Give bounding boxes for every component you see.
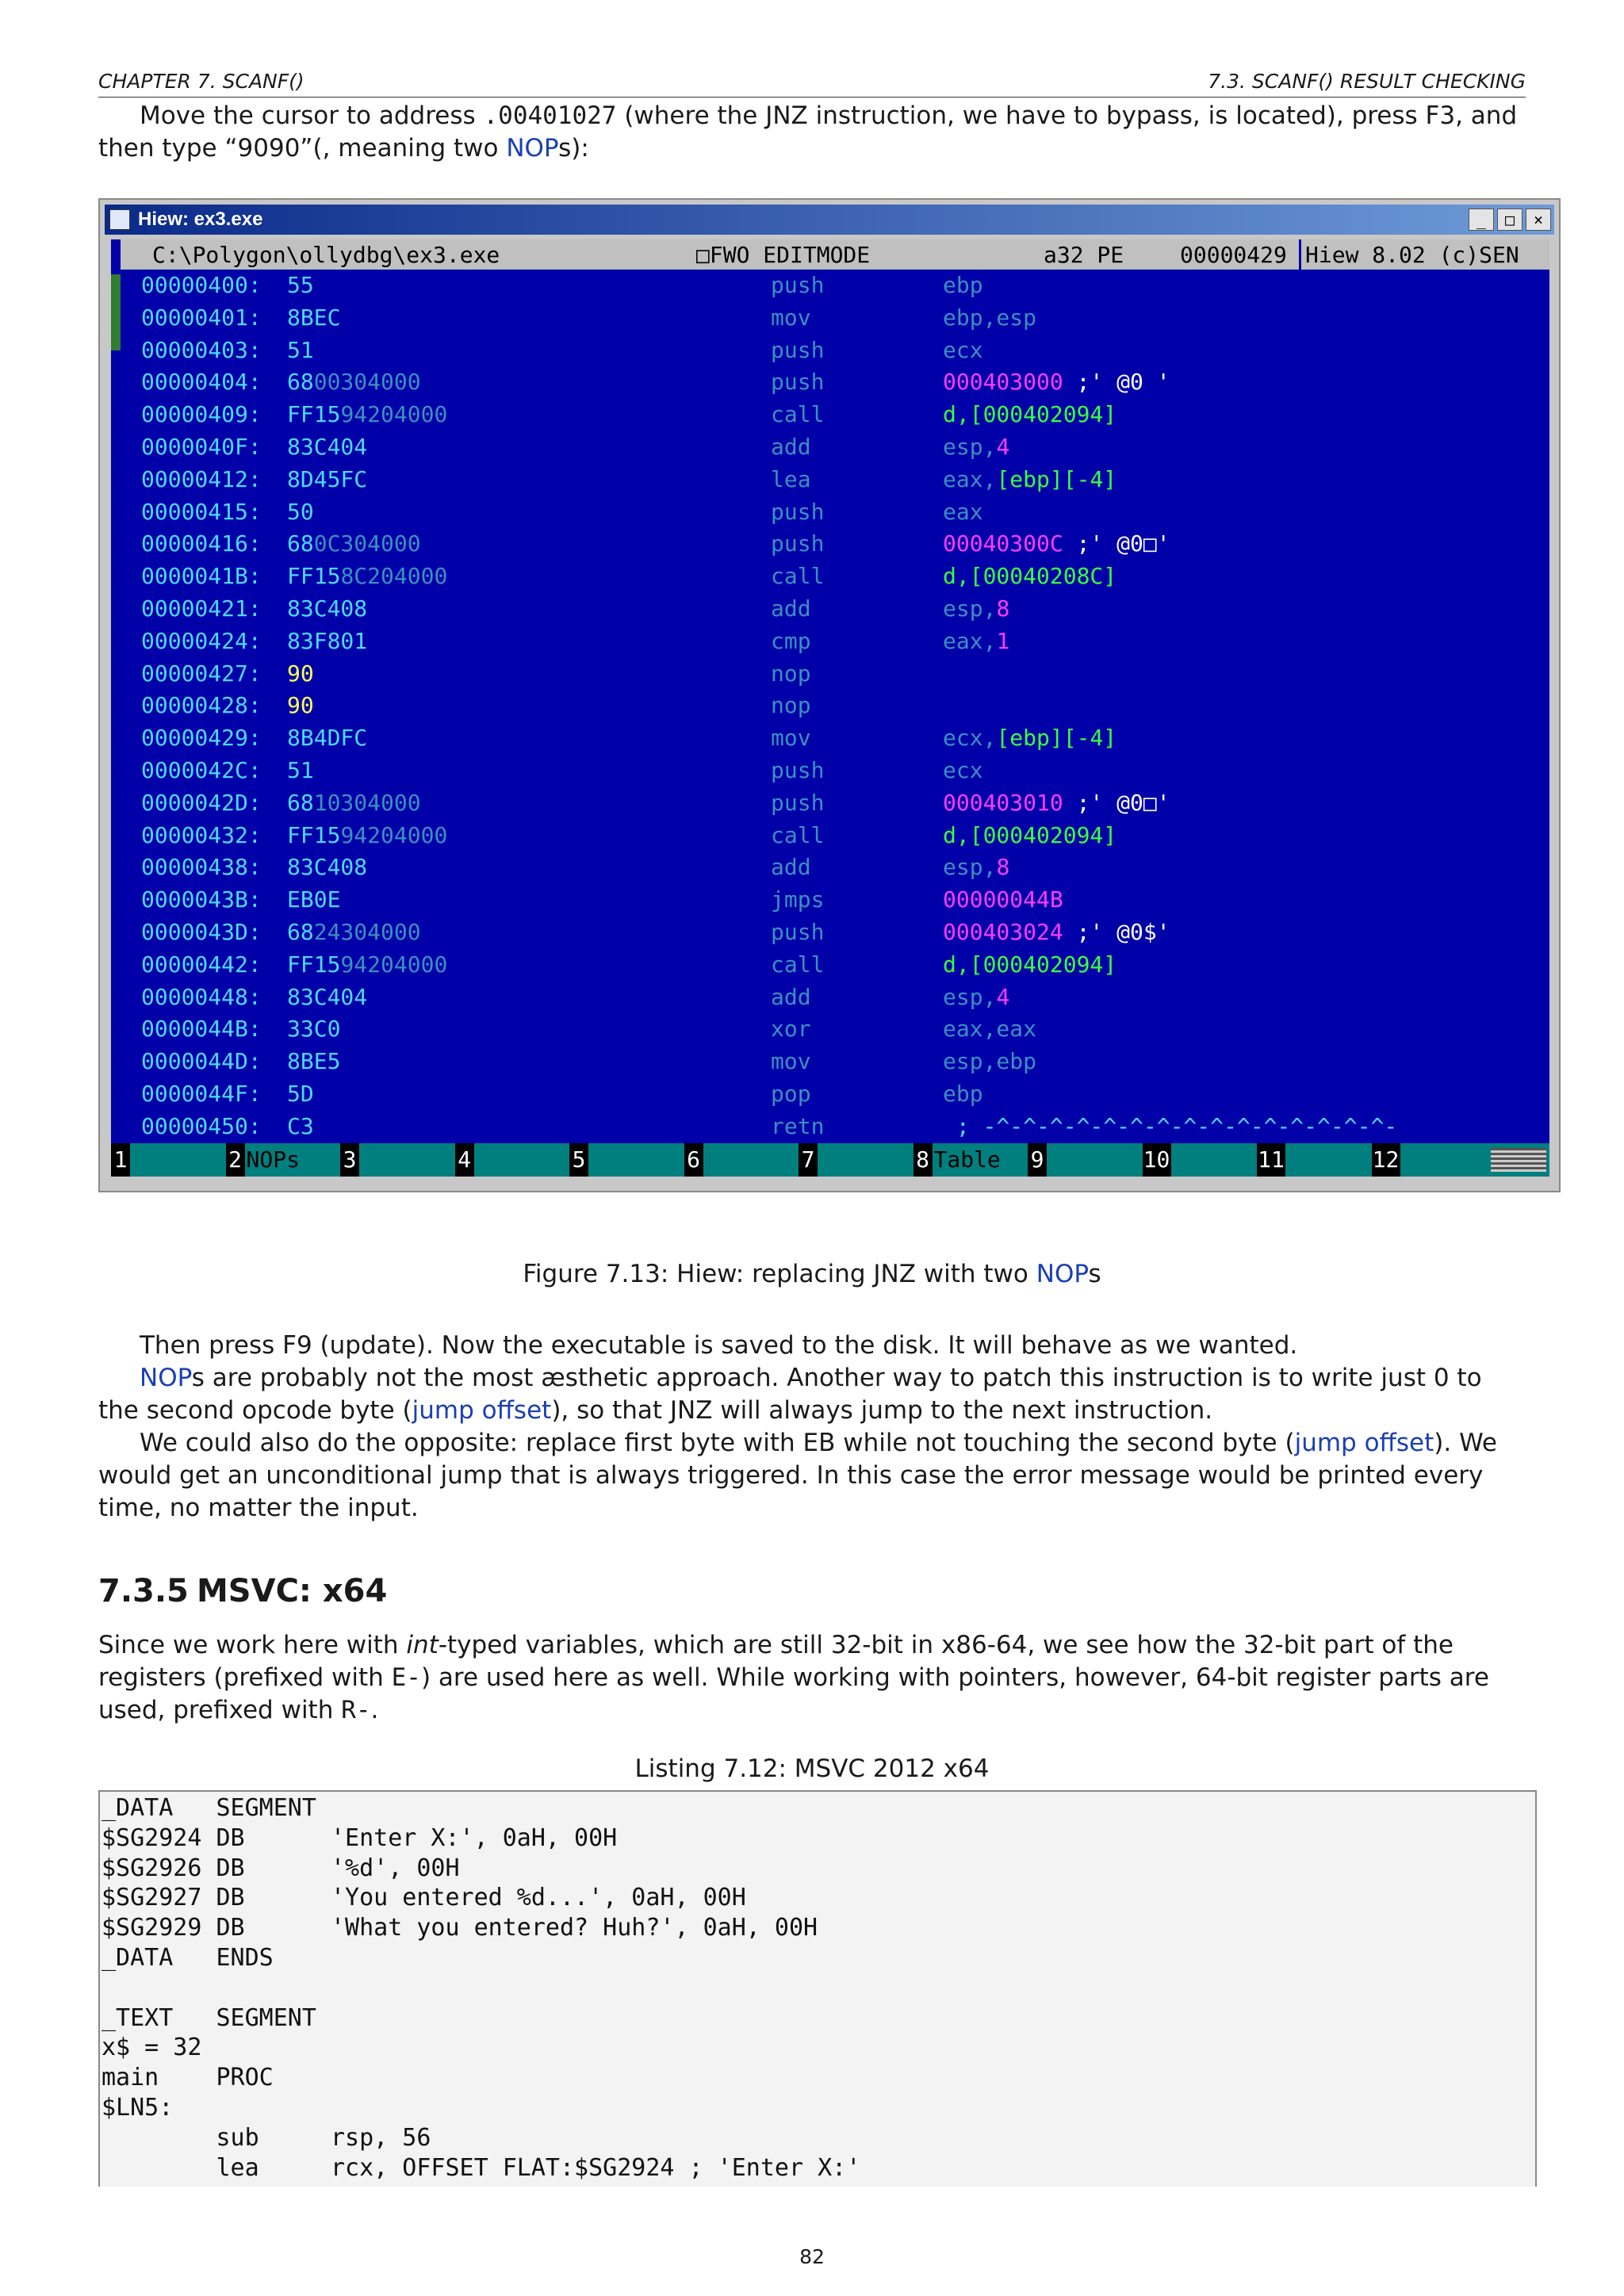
- fkey-9[interactable]: [1028, 1143, 1143, 1177]
- row-mnemonic: nop: [771, 660, 811, 687]
- code-line: lea rcx, OFFSET FLAT:$SG2924 ; 'Enter X:': [102, 2153, 861, 2182]
- header-chapter: CHAPTER 7. SCANF(): [98, 70, 304, 93]
- fkey-number: 3: [340, 1143, 359, 1177]
- row-operand-bytes: 94204000: [340, 401, 448, 428]
- row-bytes: [287, 755, 314, 786]
- operand-part: ebp,esp: [943, 304, 1037, 331]
- row-bytes: [287, 690, 314, 721]
- listing-caption: Listing 7.12: MSVC 2012 x64: [634, 1755, 990, 1783]
- disasm-row[interactable]: [111, 690, 1549, 721]
- row-bytes: [287, 916, 421, 948]
- row-address: 00000432:: [141, 821, 262, 848]
- row-opcode: 5D: [287, 1081, 314, 1107]
- operand-part: eax,: [943, 465, 997, 492]
- fkey-5[interactable]: [569, 1143, 684, 1177]
- row-operands: [943, 851, 1009, 883]
- operand-part: d,[000402094]: [943, 951, 1117, 978]
- row-operands: [943, 820, 1116, 851]
- row-mnemonic: push: [771, 789, 825, 816]
- operand-part: 00000044B: [943, 886, 1063, 913]
- row-bytes: [287, 593, 367, 625]
- row-address: 00000428:: [141, 692, 262, 719]
- fkey-6[interactable]: [684, 1143, 799, 1177]
- fkey-number: 5: [569, 1143, 588, 1177]
- row-address: 00000427:: [141, 660, 262, 687]
- row-operand-bytes: 10304000: [313, 789, 421, 816]
- operand-part: ;' @0□': [1063, 530, 1170, 557]
- row-opcode: FF15: [287, 563, 341, 590]
- cursor-offset: 00000429: [1180, 242, 1287, 268]
- disasm-row[interactable]: [111, 982, 1549, 1013]
- section-number: 7.3.5: [98, 1573, 189, 1609]
- operand-part: d,[00040208C]: [943, 563, 1117, 590]
- jump-offset-link-2[interactable]: jump offset: [1294, 1429, 1434, 1457]
- row-mnemonic: retn: [771, 1112, 825, 1139]
- row-address: 00000450:: [141, 1112, 262, 1139]
- row-mnemonic: call: [771, 821, 825, 848]
- intro-paragraph: [98, 100, 1526, 165]
- row-mnemonic: nop: [771, 692, 811, 719]
- row-address: 00000421:: [141, 595, 262, 622]
- disasm-row[interactable]: [111, 270, 1549, 301]
- operand-part: ebp: [943, 272, 983, 298]
- fkey-10[interactable]: [1143, 1143, 1258, 1177]
- operand-part: esp,: [943, 854, 997, 881]
- p2-text: s are probably not the most æsthetic approach. Another way to patch this instruction is to write just 0 to the second opcode byte (: [98, 1364, 1482, 1425]
- row-bytes: [287, 787, 421, 819]
- nop-link[interactable]: NOP: [506, 134, 559, 163]
- p4-text: Since we work here with: [98, 1631, 407, 1659]
- intro-address: .00401027: [483, 101, 617, 130]
- fkey-number: 11: [1257, 1143, 1285, 1177]
- row-operands: [943, 755, 983, 786]
- fkey-2[interactable]: [226, 1143, 341, 1177]
- row-address: 00000409:: [141, 401, 262, 428]
- row-address: 00000416:: [141, 530, 262, 557]
- row-opcode: 83C404: [287, 983, 368, 1010]
- row-bytes: [287, 658, 314, 690]
- operand-part: [ebp][-4]: [996, 465, 1117, 492]
- hiew-window: [98, 198, 1561, 1192]
- disasm-row[interactable]: [111, 366, 1549, 398]
- row-opcode: EB0E: [287, 886, 341, 913]
- row-bytes: [287, 851, 367, 883]
- code-line: $SG2929 DB 'What you entered? Huh?', 0aH, 00H: [102, 1914, 818, 1942]
- row-address: 00000424:: [141, 627, 262, 654]
- arch-mode: a32 PE: [1044, 242, 1124, 268]
- fkey-number: 7: [799, 1143, 818, 1177]
- row-opcode: 51: [287, 757, 314, 783]
- code-line: sub rsp, 56: [102, 2123, 431, 2152]
- row-mnemonic: pop: [771, 1081, 811, 1107]
- row-mnemonic: mov: [771, 304, 811, 331]
- operand-part: 8: [996, 854, 1010, 881]
- disasm-row[interactable]: [111, 851, 1549, 883]
- row-operand-bytes: 94204000: [340, 821, 448, 848]
- disasm-row[interactable]: [111, 722, 1549, 754]
- row-mnemonic: mov: [771, 1048, 811, 1075]
- operand-part: ;' @0□': [1063, 789, 1170, 816]
- row-opcode: 68: [287, 530, 314, 557]
- operand-part: 000403024: [943, 919, 1063, 945]
- p3-text: We could also do the opposite: replace first byte with EB while not touching the second byte (: [140, 1429, 1295, 1457]
- row-address: 0000043B:: [141, 886, 262, 913]
- intro-text-2: (where the JNZ instruction, we have to bypass, is located), press F3, and then type “9090”(, meaning two: [98, 101, 1518, 163]
- row-opcode: 8BE5: [287, 1048, 341, 1075]
- file-path: C:\Polygon\ollydbg\ex3.exe: [152, 242, 500, 268]
- hiew-status-line: [121, 239, 1549, 270]
- row-mnemonic: push: [771, 369, 825, 396]
- row-opcode: FF15: [287, 401, 341, 428]
- row-opcode: 83C408: [287, 854, 368, 881]
- app-icon: [109, 209, 130, 230]
- row-opcode: FF15: [287, 821, 341, 848]
- fkey-number: 12: [1372, 1143, 1400, 1177]
- disasm-row[interactable]: [111, 787, 1549, 819]
- row-mnemonic: lea: [771, 465, 811, 492]
- operand-part: ecx: [943, 757, 983, 783]
- row-operands: [943, 626, 1009, 657]
- operand-part: ebp: [943, 1081, 983, 1107]
- operand-part: ;' @0 ': [1063, 369, 1170, 396]
- row-mnemonic: add: [771, 595, 811, 622]
- fkey-8[interactable]: [914, 1143, 1028, 1177]
- disasm-row[interactable]: [111, 755, 1549, 786]
- window-title: Hiew: ex3.exe: [138, 209, 263, 230]
- row-opcode: C3: [287, 1112, 314, 1139]
- disasm-row[interactable]: [111, 464, 1549, 496]
- fkey-number: 8: [914, 1143, 933, 1177]
- row-mnemonic: push: [771, 272, 825, 298]
- row-opcode: 8D45FC: [287, 465, 368, 492]
- p4-text-3: ) are used here as well. While working with pointers, however, 64-bit register parts are used, prefixed with: [98, 1663, 1489, 1724]
- caption-nop-link[interactable]: NOP: [1036, 1260, 1089, 1288]
- row-address: 00000400:: [141, 272, 262, 298]
- fkey-number: 10: [1143, 1143, 1171, 1177]
- row-address: 00000438:: [141, 854, 262, 881]
- row-bytes: [287, 1078, 314, 1110]
- row-mnemonic: call: [771, 951, 825, 978]
- row-mnemonic: push: [771, 498, 825, 525]
- operand-part: 00040300C: [943, 530, 1063, 557]
- row-bytes: [287, 335, 314, 366]
- disasm-row[interactable]: [111, 1111, 1549, 1142]
- row-address: 00000442:: [141, 951, 262, 978]
- fkey-number: 2: [226, 1143, 245, 1177]
- row-opcode: FF15: [287, 951, 341, 978]
- nop-link-2[interactable]: NOP: [140, 1364, 192, 1392]
- row-mnemonic: jmps: [771, 886, 825, 913]
- disasm-row[interactable]: [111, 1013, 1549, 1045]
- row-bytes: [287, 496, 314, 528]
- row-address: 00000404:: [141, 369, 262, 396]
- disasm-row[interactable]: [111, 561, 1549, 592]
- fkey-4[interactable]: [455, 1143, 570, 1177]
- fkey-7[interactable]: [799, 1143, 914, 1177]
- row-operands: [943, 982, 1009, 1013]
- row-operands: [943, 1078, 983, 1110]
- row-opcode: 68: [287, 369, 314, 396]
- row-operands: [943, 884, 1063, 916]
- operand-part: 000403010: [943, 789, 1063, 816]
- row-address: 00000403:: [141, 336, 262, 363]
- row-address: 0000044D:: [141, 1048, 262, 1075]
- disasm-row[interactable]: [111, 1078, 1549, 1110]
- p4-e-prefix: E-: [391, 1663, 421, 1692]
- disasm-row[interactable]: [111, 431, 1549, 463]
- row-bytes: [287, 722, 367, 754]
- row-bytes: [287, 1111, 314, 1142]
- row-address: 00000415:: [141, 498, 262, 525]
- minimize-button[interactable]: _: [1469, 209, 1494, 231]
- row-address: 00000448:: [141, 983, 262, 1010]
- page-number: 82: [799, 2245, 825, 2268]
- p2-text-2: ), so that JNZ will always jump to the next instruction.: [551, 1396, 1213, 1425]
- row-bytes: [287, 366, 421, 398]
- operand-part: esp,: [943, 595, 997, 622]
- row-opcode: 68: [287, 919, 314, 945]
- row-operands: [943, 949, 1116, 981]
- disasm-row[interactable]: [111, 593, 1549, 625]
- code-line: _TEXT SEGMENT: [102, 2003, 316, 2032]
- row-operands: [943, 335, 983, 366]
- row-operands: [943, 787, 1170, 819]
- caption-text-2: s: [1088, 1260, 1101, 1288]
- maximize-button[interactable]: □: [1497, 209, 1522, 231]
- row-address: 0000044B:: [141, 1016, 262, 1043]
- operand-part: esp,ebp: [943, 1048, 1037, 1075]
- row-operands: [943, 302, 1036, 334]
- row-address: 0000044F:: [141, 1081, 262, 1107]
- row-opcode: 8BEC: [287, 304, 341, 331]
- row-opcode: 90: [287, 660, 314, 687]
- row-operands: [943, 366, 1170, 398]
- operand-part: 1: [996, 627, 1010, 654]
- row-bytes: [287, 464, 367, 496]
- row-bytes: [287, 884, 340, 916]
- row-bytes: [287, 399, 447, 430]
- row-mnemonic: push: [771, 757, 825, 783]
- row-address: 00000429:: [141, 725, 262, 752]
- row-mnemonic: push: [771, 530, 825, 557]
- row-operand-bytes: 94204000: [340, 951, 448, 978]
- operand-part: 4: [996, 983, 1010, 1010]
- row-operand-bytes: 24304000: [313, 919, 421, 945]
- row-address: 0000043D:: [141, 919, 262, 945]
- row-mnemonic: mov: [771, 725, 811, 752]
- row-address: 00000401:: [141, 304, 262, 331]
- operand-part: 4: [996, 434, 1010, 460]
- row-operands: [943, 496, 983, 528]
- row-operands: [943, 561, 1116, 592]
- disasm-row[interactable]: [111, 399, 1549, 430]
- row-address: 00000412:: [141, 465, 262, 492]
- row-operand-bytes: 8C204000: [340, 563, 448, 590]
- row-mnemonic: call: [771, 401, 825, 428]
- hiew-version: Hiew 8.02 (c)SEN: [1305, 242, 1519, 268]
- row-bytes: [287, 626, 367, 657]
- code-line: main PROC: [102, 2064, 274, 2092]
- row-mnemonic: cmp: [771, 627, 811, 654]
- code-line: $SG2926 DB '%d', 00H: [102, 1854, 460, 1882]
- row-bytes: [287, 561, 447, 592]
- operand-part: ecx: [943, 336, 983, 363]
- row-opcode: 33C0: [287, 1016, 341, 1043]
- window-titlebar[interactable]: [105, 205, 1554, 235]
- row-operand-bytes: 0C304000: [313, 530, 421, 557]
- operand-part: 8: [996, 595, 1010, 622]
- code-line: $LN5:: [102, 2094, 174, 2122]
- fkey-number: 1: [111, 1143, 130, 1177]
- row-operands: [943, 528, 1170, 560]
- row-mnemonic: xor: [771, 1016, 811, 1043]
- operand-part: eax: [943, 498, 983, 525]
- paragraph-opposite: [98, 1427, 1526, 1525]
- p4-int: int: [406, 1631, 439, 1659]
- row-bytes: [287, 949, 447, 981]
- section-title: MSVC: x64: [197, 1573, 388, 1609]
- fkey-1[interactable]: [111, 1143, 226, 1177]
- disasm-row[interactable]: [111, 496, 1549, 528]
- p4-r-prefix: R-: [341, 1696, 371, 1724]
- operand-part: esp,: [943, 434, 997, 460]
- row-bytes: [287, 302, 340, 334]
- row-opcode: 55: [287, 272, 314, 298]
- row-mnemonic: add: [771, 983, 811, 1010]
- row-address: 0000042D:: [141, 789, 262, 816]
- row-bytes: [287, 820, 447, 851]
- row-operands: [943, 916, 1170, 948]
- code-line: $SG2927 DB 'You entered %d...', 0aH, 00H: [102, 1884, 746, 1912]
- row-operands: [943, 1111, 1397, 1142]
- row-mnemonic: add: [771, 854, 811, 881]
- row-bytes: [287, 431, 367, 463]
- row-mnemonic: push: [771, 336, 825, 363]
- operand-part: d,[000402094]: [943, 401, 1117, 428]
- paragraph-nops: [98, 1362, 1526, 1427]
- function-key-bar: [111, 1143, 1549, 1177]
- p4-text-2: -typed variables, which are still 32-bit in x86-64, we see how the 32-bit part of the registers (prefixed with: [98, 1631, 1454, 1692]
- fkey-number: 6: [684, 1143, 703, 1177]
- intro-text-3: s):: [558, 134, 589, 163]
- code-listing: [98, 1790, 1537, 2187]
- p3-text-2: ). We would get an unconditional jump that is always triggered. In this case the error message would be printed every time, no matter the input.: [98, 1429, 1497, 1522]
- status-separator: [1299, 239, 1301, 270]
- row-opcode: 83F801: [287, 627, 368, 654]
- code-line: _DATA ENDS: [102, 1944, 274, 1972]
- edit-mode: □FWO EDITMODE: [696, 242, 871, 268]
- operand-part: [ebp][-4]: [996, 725, 1117, 752]
- operand-part: eax,eax: [943, 1016, 1037, 1043]
- disasm-row[interactable]: [111, 1046, 1549, 1077]
- row-operand-bytes: 00304000: [313, 369, 421, 396]
- row-operands: [943, 270, 983, 301]
- disasm-row[interactable]: [111, 949, 1549, 981]
- row-operands: [943, 1046, 1036, 1077]
- row-operands: [943, 431, 1009, 463]
- row-mnemonic: add: [771, 434, 811, 460]
- hiew-screen[interactable]: [111, 239, 1549, 1143]
- section-heading: [98, 1573, 387, 1609]
- code-line: x$ = 32: [102, 2034, 202, 2062]
- disasm-row[interactable]: [111, 335, 1549, 366]
- row-opcode: 83C404: [287, 434, 368, 460]
- disasm-row[interactable]: [111, 658, 1549, 690]
- disasm-row[interactable]: [111, 884, 1549, 916]
- fkey-label: Table: [933, 1146, 1001, 1173]
- row-address: 0000040F:: [141, 434, 262, 460]
- fkey-11[interactable]: [1257, 1143, 1372, 1177]
- row-operands: [943, 399, 1116, 430]
- operand-part: d,[000402094]: [943, 821, 1117, 848]
- disasm-row[interactable]: [111, 528, 1549, 560]
- row-operands: [943, 722, 1116, 754]
- row-opcode: 8B4DFC: [287, 725, 368, 752]
- row-opcode: 83C408: [287, 595, 368, 622]
- row-address: 0000041B:: [141, 563, 262, 590]
- paragraph-x64: [98, 1629, 1526, 1727]
- figure-caption: [0, 1260, 1624, 1288]
- disasm-row[interactable]: [111, 302, 1549, 334]
- row-operands: [943, 593, 1009, 625]
- paragraph-update: Then press F9 (update). Now the executable is saved to the disk. It will behave as we wanted.: [140, 1331, 1298, 1360]
- row-mnemonic: push: [771, 919, 825, 945]
- operand-part: esp,: [943, 983, 997, 1010]
- intro-text: Move the cursor to address: [140, 101, 484, 130]
- row-opcode: 90: [287, 692, 314, 719]
- row-opcode: 68: [287, 789, 314, 816]
- operand-part: 000403000: [943, 369, 1063, 396]
- p4-text-4: .: [370, 1696, 379, 1724]
- operand-part: ; -^-^-^-^-^-^-^-^-^-^-^-^-^-^-^-: [943, 1112, 1398, 1139]
- row-operands: [943, 464, 1116, 496]
- resize-grip[interactable]: [1491, 1148, 1546, 1172]
- fkey-label: NOPs: [246, 1146, 300, 1173]
- code-line: _DATA SEGMENT: [102, 1794, 316, 1822]
- jump-offset-link[interactable]: jump offset: [412, 1396, 552, 1425]
- row-mnemonic: call: [771, 563, 825, 590]
- row-bytes: [287, 1046, 340, 1077]
- row-opcode: 51: [287, 336, 314, 363]
- caption-text: Figure 7.13: Hiew: replacing JNZ with two: [523, 1260, 1036, 1288]
- operand-part: eax,: [943, 627, 997, 654]
- fkey-number: 9: [1028, 1143, 1047, 1177]
- running-header: [98, 70, 1526, 98]
- operand-part: ecx,: [943, 725, 997, 752]
- code-line: $SG2924 DB 'Enter X:', 0aH, 00H: [102, 1823, 618, 1852]
- row-bytes: [287, 1013, 340, 1045]
- row-address: 0000042C:: [141, 757, 262, 783]
- header-section: 7.3. SCANF() RESULT CHECKING: [1208, 70, 1526, 93]
- row-opcode: 50: [287, 498, 314, 525]
- row-bytes: [287, 982, 367, 1013]
- row-bytes: [287, 270, 314, 301]
- fkey-3[interactable]: [340, 1143, 455, 1177]
- close-button[interactable]: ×: [1526, 209, 1551, 231]
- disasm-row[interactable]: [111, 916, 1549, 948]
- row-operands: [943, 1013, 1036, 1045]
- fkey-12[interactable]: [1372, 1143, 1487, 1177]
- fkey-number: 4: [455, 1143, 474, 1177]
- disasm-row[interactable]: [111, 820, 1549, 851]
- disasm-row[interactable]: [111, 626, 1549, 657]
- operand-part: ;' @0$': [1063, 919, 1170, 945]
- row-bytes: [287, 528, 421, 560]
